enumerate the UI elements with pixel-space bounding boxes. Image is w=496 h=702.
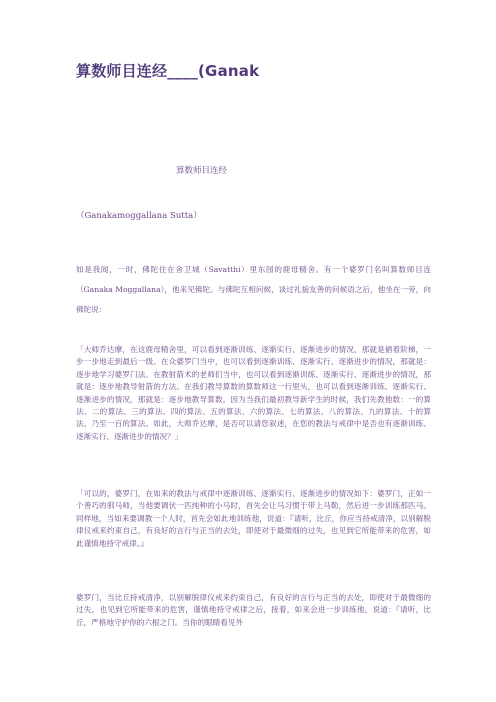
sutta-pali-name: （Ganakamoggallana Sutta） [76,211,202,221]
document-title: 算数师目连经____(Ganak [76,62,260,80]
paragraph-intro: 如是我闻，一时，佛陀住在舍卫城（Savatthi）里东园的鹿母精舍。有一个婆罗门名叫算数师目连（Ganaka Moggallana），他来见佛陀。与佛陀互相问候，谈过礼貌友善的问候语之后，他坐在一旁，向佛陀说： [76,265,431,314]
paragraph-answer: 「可以的，婆罗门，在如来的教法与戒律中逐渐训练、逐渐实行、逐渐进步的情况如下：婆罗门，正如一个善巧的驯马师，当他要调伏一匹纯种的小马时，首先会让马习惯于带上马勒，然后进一步训练那匹马。同样地，当如来要调教一个人时，首先会如此地训练他，说道：『请听，比丘，你应当持戒清净，以别解脱律仪戒来约束自己，有良好的言行与正当的去处，即使对于最微细的过失，也见到它所能带来的危害，如此谨慎地持守戒律。』 [76,489,431,548]
paragraph-question: 「大师乔达摩，在这鹿母精舍里，可以看到逐渐训练、逐渐实行、逐渐进步的情况，那就是循着阶梯，一步一步地走到最后一级。在众婆罗门当中，也可以看到逐渐训练、逐渐实行、逐渐进步的情况，那就是：逐步地学习婆罗门法。在教射箭术的老师们当中，也可以看到逐渐训练、逐渐实行、逐渐进步的情况，那就是：逐步地教导射箭的方法。在我们教导算数的算数师这一行里头，也可以看到逐渐训练、逐渐实行、逐渐进步的情况，那就是：逐步地教导算数。因为当我们最初教导新学生的时候，我们先教他数：一的算法、二的算法、三的算法、四的算法、五的算法、六的算法、七的算法、八的算法、九的算法、十的算法，乃至一百的算法。如此，大师乔达摩，是否可以请您叙述，在您的教法与戒律中是否也有逐渐训练、逐渐实行、逐渐进步的情况？」 [76,345,431,441]
paragraph-continuation: 婆罗门，当比丘持戒清净，以别解脱律仪戒来约束自己，有良好的言行与正当的去处，即使对于最微细的过失，也见到它所能带来的危害，谨慎地持守戒律之后，接着，如来会进一步训练他，说道：『请听，比丘，严格地守护你的六根之门。当你的眼睛看见外 [76,593,431,627]
sutta-subtitle: 算数师目连经 [176,166,228,176]
